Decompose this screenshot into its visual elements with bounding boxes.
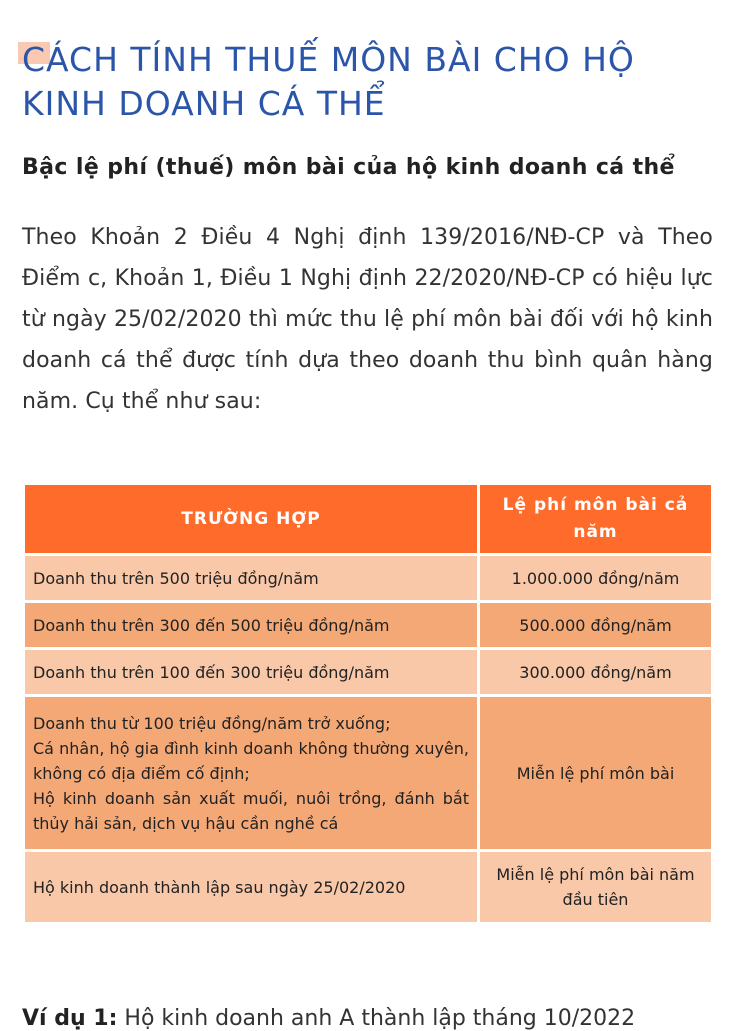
- table-row: [25, 603, 711, 647]
- section-subtitle: Bậc lệ phí (thuế) môn bài của hộ kinh doanh cá thể: [22, 155, 675, 180]
- case-line: Hộ kinh doanh sản xuất muối, nuôi trồng, đánh bắt thủy hải sản, dịch vụ hậu cần nghề cá: [33, 788, 469, 833]
- table-row: [25, 697, 711, 849]
- case-cell: Doanh thu trên 500 triệu đồng/năm: [25, 556, 477, 600]
- table-row: [25, 556, 711, 600]
- page-title-text: CÁCH TÍNH THUẾ MÔN BÀI CHO HỘ KINH DOANH CÁ THỂ: [22, 40, 635, 123]
- case-line: Cá nhân, hộ gia đình kinh doanh không thường xuyên, không có địa điểm cố định;: [33, 738, 469, 783]
- fee-cell: 500.000 đồng/năm: [480, 603, 711, 647]
- page-title: [22, 38, 713, 126]
- header-case: TRƯỜNG HỢP: [25, 485, 477, 553]
- case-cell: [25, 697, 477, 849]
- intro-paragraph: Theo Khoản 2 Điều 4 Nghị định 139/2016/NĐ-CP và Theo Điểm c, Khoản 1, Điều 1 Nghị định 22/2020/NĐ-CP có hiệu lực từ ngày 25/02/2020 thì mức thu lệ phí môn bài đối với hộ kinh doanh cá thể được tính dựa theo doanh thu bình quân hàng năm. Cụ thể như sau:: [22, 225, 713, 414]
- table-header-row: [25, 485, 711, 553]
- case-cell: Doanh thu trên 100 đến 300 triệu đồng/năm: [25, 650, 477, 694]
- example-label: Ví dụ 1:: [22, 1006, 118, 1031]
- example-text: Hộ kinh doanh anh A thành lập tháng 10/2022: [117, 1006, 636, 1031]
- table-row: [25, 650, 711, 694]
- fee-cell: 300.000 đồng/năm: [480, 650, 711, 694]
- case-line: Doanh thu từ 100 triệu đồng/năm trở xuống;: [33, 713, 391, 733]
- case-cell: Doanh thu trên 300 đến 500 triệu đồng/năm: [25, 603, 477, 647]
- header-fee: Lệ phí môn bài cả năm: [480, 485, 711, 553]
- case-cell: Hộ kinh doanh thành lập sau ngày 25/02/2020: [25, 852, 477, 922]
- fee-cell: 1.000.000 đồng/năm: [480, 556, 711, 600]
- fee-cell: Miễn lệ phí môn bài năm đầu tiên: [480, 852, 711, 922]
- fee-cell: Miễn lệ phí môn bài: [480, 697, 711, 849]
- fee-table: [22, 482, 714, 925]
- table-row: [25, 852, 711, 922]
- example-line: [22, 1006, 635, 1031]
